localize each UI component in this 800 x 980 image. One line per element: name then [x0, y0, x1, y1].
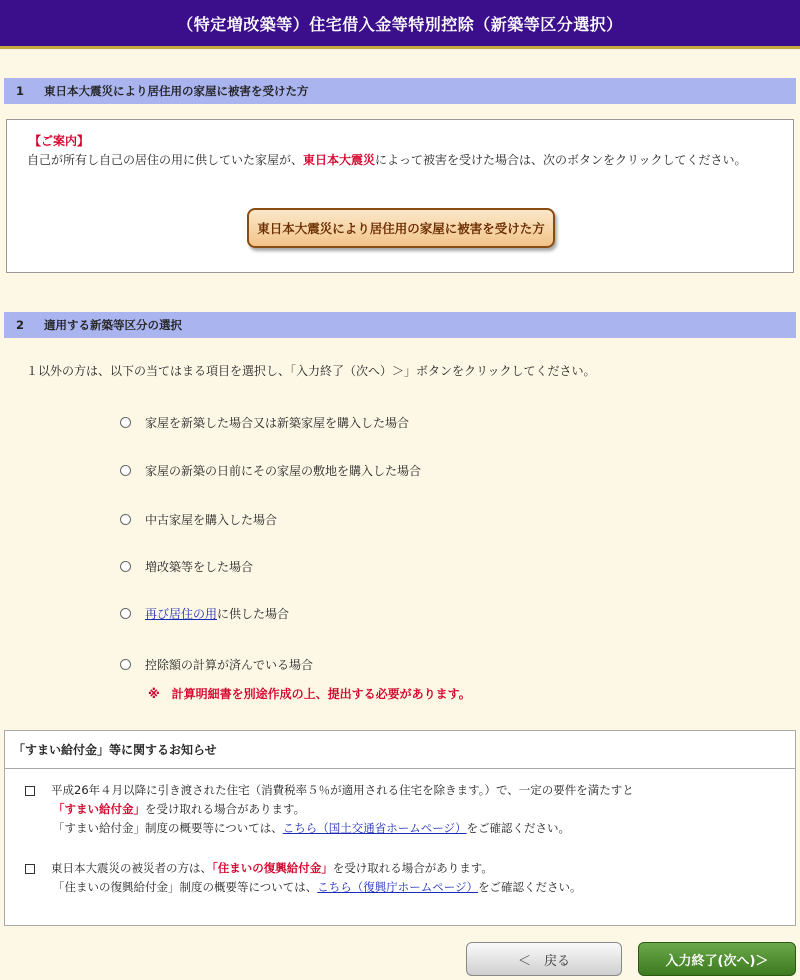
notice-item-sumai [25, 781, 785, 838]
option-label[interactable]: 家屋を新築した場合又は新築家屋を購入した場合 [145, 416, 410, 430]
guide-label: 【ご案内】 [29, 134, 90, 148]
calculation-note: ※ 計算明細書を別途作成の上、提出する必要があります。 [148, 687, 471, 701]
reoccupancy-link[interactable]: 再び居住の用 [145, 607, 218, 621]
mlit-link[interactable]: こちら（国土交通省ホームページ） [282, 821, 467, 835]
notice-box [4, 730, 796, 926]
guide-text-part1: 自己が所有し自己の居住の用に供していた家屋が、 [27, 153, 304, 167]
fukko-highlight: 「住まいの復興給付金」 [212, 861, 333, 875]
notice-text: をご確認ください。 [466, 821, 571, 835]
notice-title: 「すまい給付金」等に関するお知らせ [5, 731, 795, 769]
notice-text: 東日本大震災の被災者の方は、 [51, 861, 212, 875]
notice-text: 平成26年４月以降に引き渡された住宅（消費税率５％が適用される住宅を除きます。）で、一定の要件を満たすと [51, 783, 634, 797]
option-label[interactable] [145, 605, 289, 622]
section2-title: 適用する新築等区分の選択 [44, 318, 183, 332]
option-label[interactable]: 増改築等をした場合 [145, 560, 254, 574]
option-land-purchase[interactable] [120, 462, 421, 479]
notice-text: 「すまい給付金」制度の概要等については、 [53, 821, 283, 835]
section1-title: 東日本大震災により居住用の家屋に被害を受けた方 [44, 84, 309, 98]
option-label-rest: に供した場合 [217, 607, 290, 621]
option-reoccupancy[interactable] [120, 605, 289, 622]
option-new-build[interactable] [120, 414, 409, 431]
section2-header [4, 312, 796, 338]
section1-number: 1 [16, 84, 25, 98]
guide-text [27, 150, 777, 170]
earthquake-damage-button[interactable]: 東日本大震災により居住用の家屋に被害を受けた方 [247, 208, 555, 248]
option-calculated[interactable] [120, 656, 313, 673]
option-renovation[interactable] [120, 558, 253, 575]
guide-box [6, 119, 794, 273]
guide-text-part2: によって被害を受けた場合は、次のボタンをクリックしてください。 [375, 153, 747, 167]
notice-text: をご確認ください。 [478, 880, 582, 894]
bullet-icon [25, 786, 35, 796]
section2-instruction: １以外の方は、以下の当てはまる項目を選択し、「入力終了（次へ）＞」ボタンをクリックしてください。 [26, 364, 596, 378]
notice-text: を受け取れる場合があります。 [145, 802, 306, 816]
guide-text-highlight: 東日本大震災 [303, 153, 376, 167]
option-label[interactable]: 家屋の新築の日前にその家屋の敷地を購入した場合 [145, 464, 422, 478]
radio-button[interactable] [120, 465, 131, 476]
radio-button[interactable] [120, 659, 131, 670]
bullet-icon [25, 864, 35, 874]
radio-button[interactable] [120, 514, 131, 525]
notice-text: を受け取れる場合があります。 [332, 861, 493, 875]
option-label[interactable]: 中古家屋を購入した場合 [145, 513, 278, 527]
notice-item-fukko [25, 859, 785, 897]
radio-button[interactable] [120, 561, 131, 572]
reconstruction-agency-link[interactable]: こちら（復興庁ホームページ） [317, 880, 479, 894]
next-button[interactable]: 入力終了(次へ)＞ [638, 942, 796, 976]
back-button[interactable]: ＜ 戻る [466, 942, 622, 976]
radio-button[interactable] [120, 608, 131, 619]
option-used-house[interactable] [120, 511, 277, 528]
page-title: （特定増改築等）住宅借入金等特別控除（新築等区分選択） [0, 0, 800, 49]
radio-button[interactable] [120, 417, 131, 428]
section2-number: 2 [16, 318, 25, 332]
section1-header [4, 78, 796, 104]
sumai-highlight: 「すまい給付金」 [53, 802, 145, 816]
option-label[interactable]: 控除額の計算が済んでいる場合 [145, 658, 314, 672]
notice-text: 「住まいの復興給付金」制度の概要等については、 [53, 880, 318, 894]
